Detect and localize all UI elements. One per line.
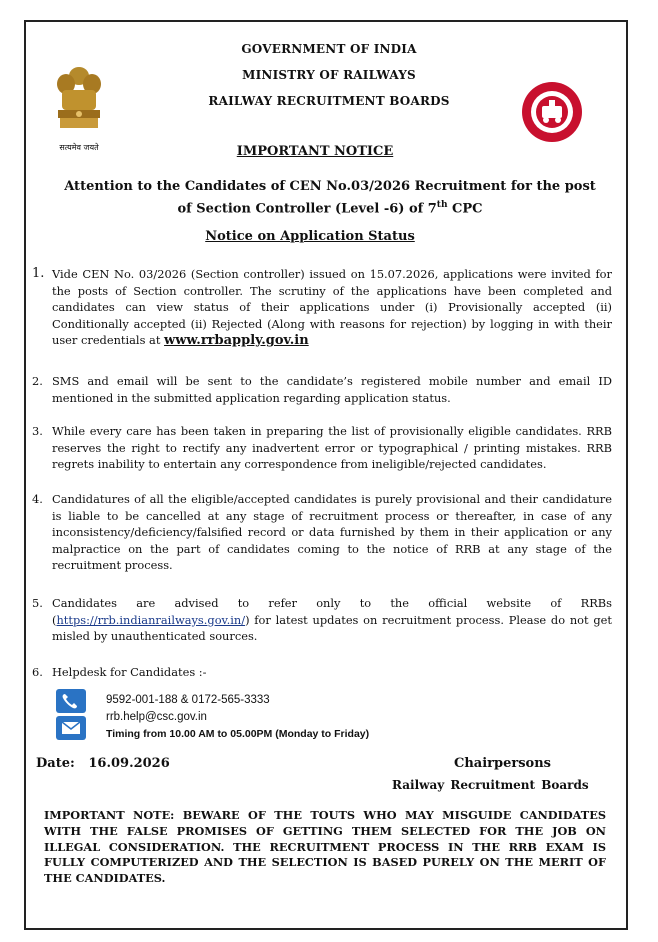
signatory-org: Railway Recruitment Boards: [392, 778, 589, 792]
item-text: Candidatures of all the eligible/accepted candidates is purely provisional and their candidature is liable to be cancelled at any stage of recruitment process or thereafter, in case of any inconsistency/deficiency/falsified record or data furnished by them in their application or any malpractice on the part of candidates coming to the notice of RRB at any stage of the recruitment process.: [52, 492, 612, 573]
header-government: GOVERNMENT OF INDIA: [241, 42, 417, 56]
emblem-motto: सत्यमेव जयते: [59, 143, 99, 152]
important-note: IMPORTANT NOTE: BEWARE OF THE TOUTS WHO MAY MISGUIDE CANDIDATES WITH THE FALSE PROMISES OF GETTING THEM SELECTED FOR THE JOB ON ILLEGAL CONSIDERATION. THE RECRUITMENT PROCESS IN THE RRB EXAM IS FULLY COMPUTERIZED AND THE SELECTION IS BASED PURELY ON THE MERIT OF THE CANDIDATES.: [44, 808, 606, 886]
item-number: 5.: [32, 596, 43, 610]
item-text: Candidates are advised to refer only to the official website of RRBs (: [52, 596, 612, 627]
national-emblem: [48, 62, 110, 154]
item-text: Helpdesk for Candidates :-: [52, 665, 207, 679]
header-ministry: MINISTRY OF RAILWAYS: [242, 68, 416, 82]
item-number: 2.: [32, 374, 43, 388]
rrb-website-link[interactable]: https://rrb.indianrailways.gov.in/: [56, 612, 246, 627]
item-text-end: ) for latest updates on recruitment process. Please do not get misled by unauthenticated sources.: [52, 612, 612, 644]
attention-line-2-end: CPC: [447, 201, 483, 217]
attention-superscript: th: [436, 200, 448, 210]
item-text: SMS and email will be sent to the candidate’s registered mobile number and email ID mentioned in the submitted application regarding application status.: [52, 374, 612, 405]
date-label: Date:: [36, 756, 75, 771]
subtitle: Notice on Application Status: [205, 229, 415, 244]
item-number: 1.: [32, 266, 45, 281]
list-item-6: [32, 664, 612, 681]
mail-icon: [56, 716, 86, 740]
item-text: While every care has been taken in preparing the list of provisionally eligible candidates. RRB reserves the right to rectify any inadvertent error or typographical / printing mistakes. RRB regrets inability to entertain any correspondence from ineligible/rejected candidates.: [52, 424, 612, 472]
list-item-5: [32, 595, 612, 645]
attention-line-1: Attention to the Candidates of CEN No.03/2026 Recruitment for the post: [64, 179, 596, 194]
attention-line-2: [60, 196, 600, 218]
list-item-4: [32, 491, 612, 574]
item-number: 3.: [32, 424, 43, 438]
item-text: Vide CEN No. 03/2026 (Section controller) issued on 15.07.2026, applications were invited for the posts of Section controller. The scrutiny of the applications have been completed and candidates can view status of their applications under (i) Provisionally accepted (ii) Conditionally accepted (ii) Rejected (Along with reasons for rejection) by logging in with their user credentials at: [52, 267, 612, 348]
railway-logo: [520, 80, 584, 144]
phone-icon: [56, 689, 86, 713]
signatory: Chairpersons: [454, 756, 551, 771]
notice-title: IMPORTANT NOTICE: [236, 144, 394, 159]
header-boards: RAILWAY RECRUITMENT BOARDS: [208, 94, 450, 108]
rrbapply-link[interactable]: www.rrbapply.gov.in: [164, 333, 309, 349]
attention-line-2-text: of Section Controller (Level -6) of 7: [177, 201, 437, 217]
date-line: [36, 756, 170, 771]
list-item-1: [32, 266, 612, 350]
helpdesk-timing: Timing from 10.00 AM to 05.00PM (Monday to Friday): [106, 728, 370, 740]
attention-heading: [60, 178, 600, 218]
list-item-2: [32, 373, 612, 406]
helpdesk-phone: 9592-001-188 & 0172-565-3333: [106, 694, 270, 706]
item-number: 6.: [32, 665, 43, 679]
item-number: 4.: [32, 492, 43, 506]
indian-railways-logo: [520, 80, 584, 144]
date-value: 16.09.2026: [88, 756, 170, 771]
helpdesk-email[interactable]: rrb.help@csc.gov.in: [106, 711, 207, 723]
national-emblem-icon: [48, 62, 110, 144]
list-item-3: [32, 423, 612, 473]
